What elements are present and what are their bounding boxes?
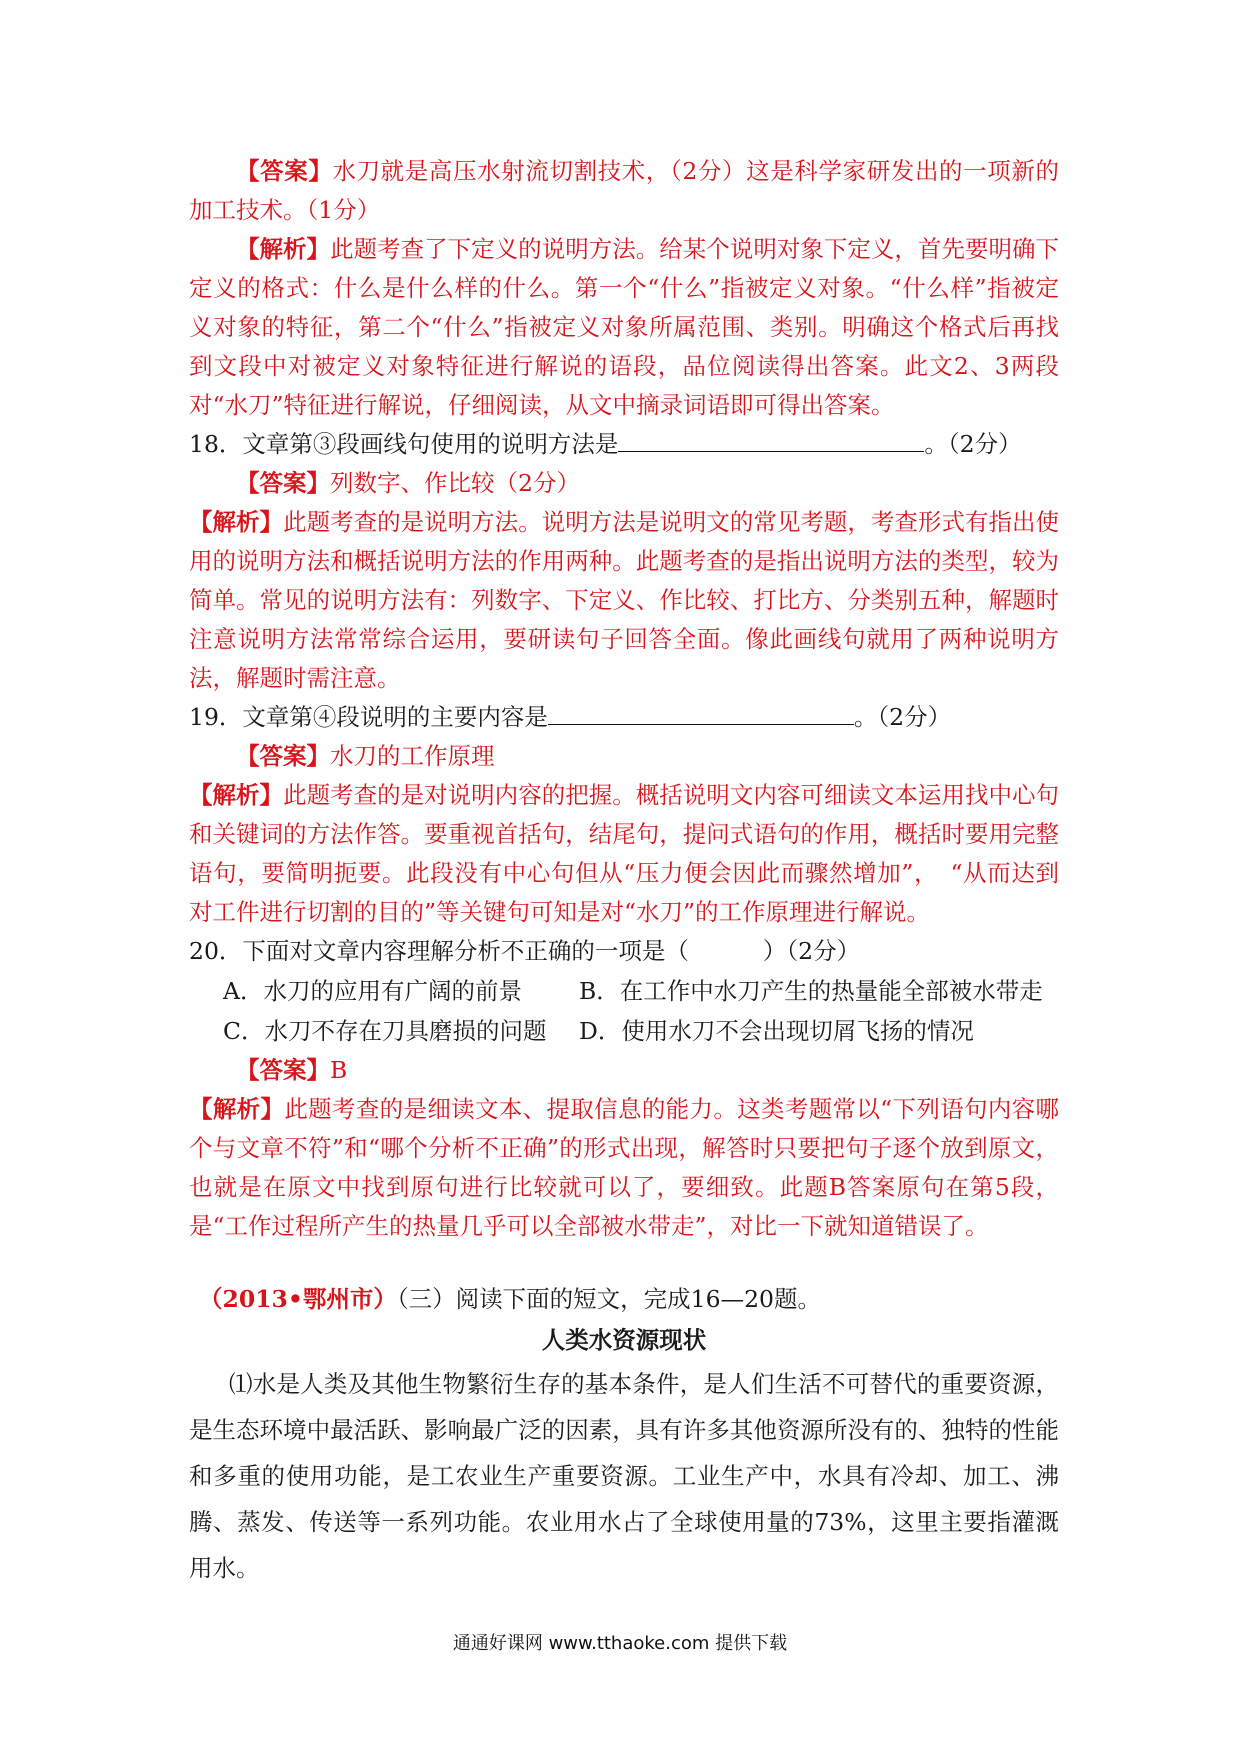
- option-b: B．在工作中水刀产生的热量能全部被水带走: [579, 977, 1043, 1005]
- q19-question-text: 19．文章第④段说明的主要内容是: [189, 703, 548, 731]
- q19-analysis: [189, 776, 1059, 932]
- document-page: [189, 152, 1059, 1591]
- q18-score: 。（2分）: [924, 430, 1022, 458]
- q19-question: [189, 698, 1059, 737]
- section-gap: [189, 1246, 1059, 1280]
- q20-answer-text: B: [330, 1056, 348, 1084]
- q19-score: 。（2分）: [853, 703, 952, 731]
- option-a: A．水刀的应用有广阔的前景: [223, 977, 522, 1005]
- q18-answer: [189, 464, 1059, 503]
- analysis-tag: 【解析】: [189, 508, 284, 536]
- q18-answer-blank: [618, 429, 924, 452]
- answer-tag: 【答案】: [236, 469, 330, 497]
- option-row: [223, 1011, 1059, 1051]
- answer-tag: 【答案】: [236, 1056, 330, 1084]
- q20-answer: [189, 1051, 1059, 1090]
- q17-analysis: [189, 230, 1059, 425]
- q20-analysis: [189, 1090, 1059, 1246]
- section-heading: [189, 1280, 1059, 1319]
- q20-question-text: 20．下面对文章内容理解分析不正确的一项是（: [189, 937, 689, 965]
- option-c: C．水刀不存在刀具磨损的问题: [223, 1017, 547, 1045]
- answer-tag: 【答案】: [236, 742, 330, 770]
- q17-answer: [189, 152, 1059, 230]
- q18-question-text: 18．文章第③段画线句使用的说明方法是: [189, 430, 619, 458]
- article-title: 人类水资源现状: [541, 1326, 707, 1354]
- q18-analysis: [189, 503, 1059, 698]
- q19-analysis-text: 此题考查的是对说明内容的把握。概括说明文内容可细读文本运用找中心句和关键词的方法作答。要重视首括句，结尾句，提问式语句的作用，概括时要用完整语句，要简明扼要。此段没有中心句但从“压力便会因此而骤然增加”， “从而达到对工件进行切割的目的”等关键句可知是对“水刀”的工作原理进行解说。: [189, 781, 1060, 926]
- q20-options: [223, 971, 1059, 1051]
- q20-score: ）（2分）: [762, 937, 861, 965]
- q17-answer-text: 水刀就是高压水射流切割技术，（2分）这是科学家研发出的一项新的加工技术。（1分）: [189, 157, 1060, 224]
- analysis-tag: 【解析】: [236, 235, 331, 263]
- q19-answer: [189, 737, 1059, 776]
- article-paragraph-1: ⑴水是人类及其他生物繁衍生存的基本条件，是人们生活不可替代的重要资源，是生态环境中最活跃、影响最广泛的因素，具有许多其他资源所没有的、独特的性能和多重的使用功能，是工农业生产重要资源。工业生产中，水具有冷却、加工、沸腾、蒸发、传送等一系列功能。农业用水占了全球使用量的73%，这里主要指灌溉用水。: [189, 1370, 1059, 1582]
- q20-question: [189, 932, 1059, 971]
- q19-answer-blank: [548, 702, 854, 725]
- q19-answer-text: 水刀的工作原理: [330, 742, 495, 770]
- option-d: D．使用水刀不会出现切屑飞扬的情况: [579, 1017, 974, 1045]
- page-footer: 通通好课网 www.tthaoke.com 提供下载: [452, 1633, 788, 1654]
- analysis-tag: 【解析】: [189, 1095, 285, 1123]
- answer-tag: 【答案】: [236, 157, 333, 185]
- section-intro: （三）阅读下面的短文，完成16—20题。: [396, 1285, 821, 1313]
- q18-analysis-text: 此题考查的是说明方法。说明方法是说明文的常见考题，考查形式有指出使用的说明方法和概括说明方法的作用两种。此题考查的是指出说明方法的类型，较为简单。常见的说明方法有：列数字、下定义、作比较、打比方、分类别五种，解题时注意说明方法常常综合运用，要研读句子回答全面。像此画线句就用了两种说明方法，解题时需注意。: [189, 508, 1060, 692]
- q18-answer-text: 列数字、作比较（2分）: [330, 469, 580, 497]
- analysis-tag: 【解析】: [189, 781, 284, 809]
- q20-analysis-text: 此题考查的是细读文本、提取信息的能力。这类考题常以“下列语句内容哪个与文章不符”和“哪个分析不正确”的形式出现，解答时只要把句子逐个放到原文，也就是在原文中找到原句进行比较就可以了，要细致。此题B答案原句在第5段，是“工作过程所产生的热量几乎可以全部被水带走”，对比一下就知道错误了。: [189, 1095, 1060, 1240]
- q17-analysis-text: 此题考查了下定义的说明方法。给某个说明对象下定义，首先要明确下定义的格式：什么是什么样的什么。第一个“什么”指被定义对象。“什么样”指被定义对象的特征，第二个“什么”指被定义对象所属范围、类别。明确这个格式后再找到文段中对被定义对象特征进行解说的语段，品位阅读得出答案。此文2、3两段对“水刀”特征进行解说，仔细阅读，从文中摘录词语即可得出答案。: [189, 235, 1060, 419]
- q18-question: [189, 425, 1059, 464]
- option-row: [223, 971, 1059, 1011]
- section-source: （2013•鄂州市）: [199, 1285, 397, 1313]
